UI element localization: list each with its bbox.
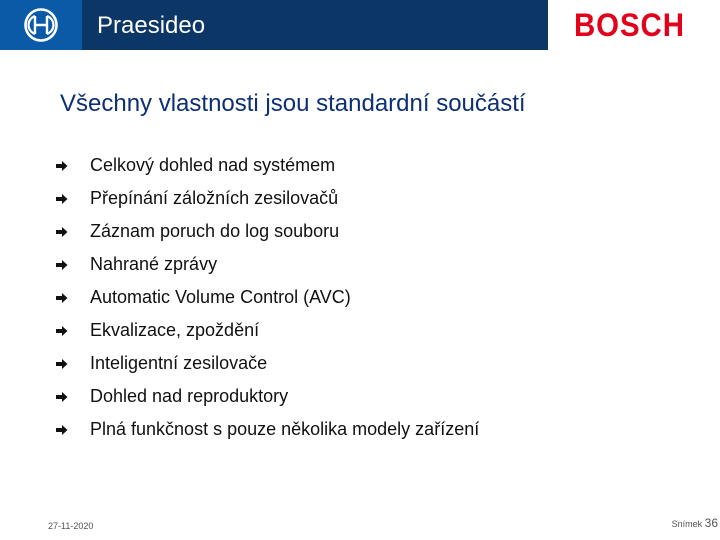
right-arrow-icon <box>56 193 68 205</box>
slide-number-value: 36 <box>704 516 718 530</box>
bullet-list <box>56 148 676 445</box>
slide-number <box>672 516 718 531</box>
bosch-armature-icon <box>23 7 59 43</box>
slide-label: Snímek <box>671 519 703 529</box>
bullet-text: Plná funkčnost s pouze několika modely zařízení <box>90 418 480 439</box>
bullet-text: Přepínání záložních zesilovačů <box>90 187 339 208</box>
right-arrow-icon <box>56 424 68 436</box>
brand-logo <box>548 0 720 50</box>
list-item <box>56 148 676 181</box>
list-item <box>56 280 676 313</box>
right-arrow-icon <box>56 391 68 403</box>
list-item <box>56 247 676 280</box>
product-name: Praesideo <box>97 12 206 39</box>
bullet-text: Ekvalizace, zpoždění <box>90 319 260 340</box>
right-arrow-icon <box>56 358 68 370</box>
right-arrow-icon <box>56 259 68 271</box>
list-item <box>56 214 676 247</box>
bullet-text: Záznam poruch do log souboru <box>90 220 340 241</box>
list-item <box>56 379 676 412</box>
right-arrow-icon <box>56 292 68 304</box>
bullet-text: Inteligentní zesilovače <box>90 352 268 373</box>
list-item <box>56 412 676 445</box>
right-arrow-icon <box>56 160 68 172</box>
right-arrow-icon <box>56 226 68 238</box>
list-item <box>56 313 676 346</box>
slide-title: Všechny vlastnosti jsou standardní součástí <box>60 90 526 117</box>
bullet-text: Nahrané zprávy <box>90 253 218 274</box>
brand-wordmark: BOSCH <box>574 7 685 43</box>
bullet-text: Automatic Volume Control (AVC) <box>90 286 351 307</box>
header-bar <box>0 0 720 50</box>
logo-box <box>0 0 82 50</box>
header-band <box>0 0 548 50</box>
bullet-text: Dohled nad reproduktory <box>90 385 289 406</box>
right-arrow-icon <box>56 325 68 337</box>
footer-date: 27-11-2020 <box>48 521 94 531</box>
bullet-text: Celkový dohled nad systémem <box>90 154 336 175</box>
list-item <box>56 346 676 379</box>
list-item <box>56 181 676 214</box>
